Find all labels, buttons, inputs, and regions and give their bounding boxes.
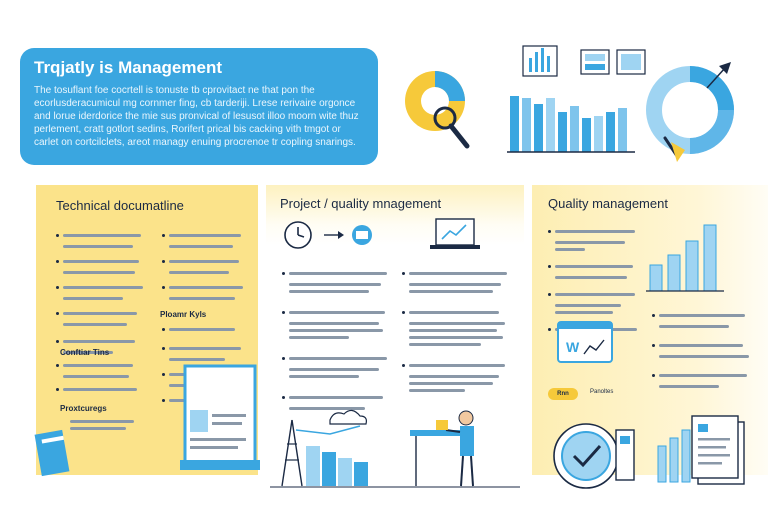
list-item: [56, 256, 144, 267]
document-stack-illustration: [30, 360, 266, 490]
list-item: [402, 307, 512, 318]
list-item: [548, 261, 638, 272]
project-bottom-illustration: [270, 400, 524, 500]
list-item: [402, 360, 512, 371]
quality-bottom-illustration: [548, 412, 768, 502]
list-item: [652, 370, 752, 381]
list-item: [548, 289, 638, 300]
gear-chip-icon: [352, 225, 372, 245]
list-item: [282, 307, 392, 318]
subheading-ploamr: Ploamr Kyls: [160, 310, 207, 319]
quality-side-label: Panoltes: [590, 389, 614, 395]
list-item: [652, 340, 752, 351]
list-item: [282, 353, 392, 364]
laptop-chart-icon: [430, 219, 480, 249]
top-illustrations: [395, 38, 768, 178]
hero-title: Trqjatly is Management: [34, 58, 222, 77]
list-item: [162, 256, 250, 267]
technical-title: Technical documatline: [56, 198, 184, 213]
bar-chart-icon: [507, 96, 635, 152]
list-item: [56, 308, 144, 319]
project-col-right: [402, 268, 512, 396]
quality-col-left: [548, 226, 638, 335]
quality-run-button[interactable]: Rnn: [548, 388, 578, 400]
list-item: [56, 336, 144, 347]
browser-window-icon: [556, 320, 616, 366]
list-item: [282, 268, 392, 279]
technical-col-right: [162, 230, 250, 304]
window-card-icon: [581, 50, 609, 74]
list-item: [652, 310, 752, 321]
quality-bar-chart: [646, 215, 726, 295]
cloud-icon: [330, 410, 366, 424]
svg-text:W: W: [566, 339, 580, 355]
arrow-right-icon: [324, 231, 344, 239]
project-title: Project / quality mnagement: [280, 196, 442, 211]
layout-card-icon: [617, 50, 645, 74]
list-item: [162, 324, 250, 335]
list-item: [548, 226, 638, 237]
document-chart-icon: [658, 416, 744, 484]
hero-body: The tosuflant foe cocrtell is tonuste tb cprovitact ne that pon the ecorlusderacumicul mg cornmer fing, cb tarderiji. Lrese rerivaire orgonce and lorue iderdorice the mie sus pronvical of lesusot illoo moorn wite thuz perlement, cratt gotlort sedins, Rorifert prical bis cacking vith tmgot or carlet on cortcilclets, areot managy enuing procrenoe tr copling snarings.: [34, 85, 359, 148]
subheading-proxtcuregs: Proxtcuregs: [60, 404, 107, 413]
person-desk-icon: [410, 411, 474, 486]
quality-title: Quality management: [548, 196, 668, 211]
project-col-left: [282, 268, 392, 414]
mini-chart-card-icon: [523, 46, 557, 76]
hero-banner: [20, 48, 378, 165]
project-icons-row: [280, 215, 520, 255]
quality-col-right: [652, 310, 752, 392]
list-item: [162, 282, 250, 293]
subheading-conftiar: Conftiar Tins: [60, 348, 110, 357]
list-item: [56, 282, 144, 293]
document-page-icon: [180, 366, 260, 470]
bar-chart-small-icon: [306, 446, 368, 486]
trend-line: [296, 426, 360, 434]
list-item: [162, 343, 250, 354]
list-item: [162, 230, 250, 241]
clock-icon: [285, 222, 311, 248]
list-item: [402, 268, 512, 279]
donut-magnifier-icon: [405, 71, 467, 146]
check-dial-icon: [554, 424, 634, 488]
blue-folder-icon: [35, 430, 70, 476]
technical-col-left: [56, 230, 144, 358]
list-item: [56, 230, 144, 241]
ring-chart-icon: [654, 62, 731, 162]
